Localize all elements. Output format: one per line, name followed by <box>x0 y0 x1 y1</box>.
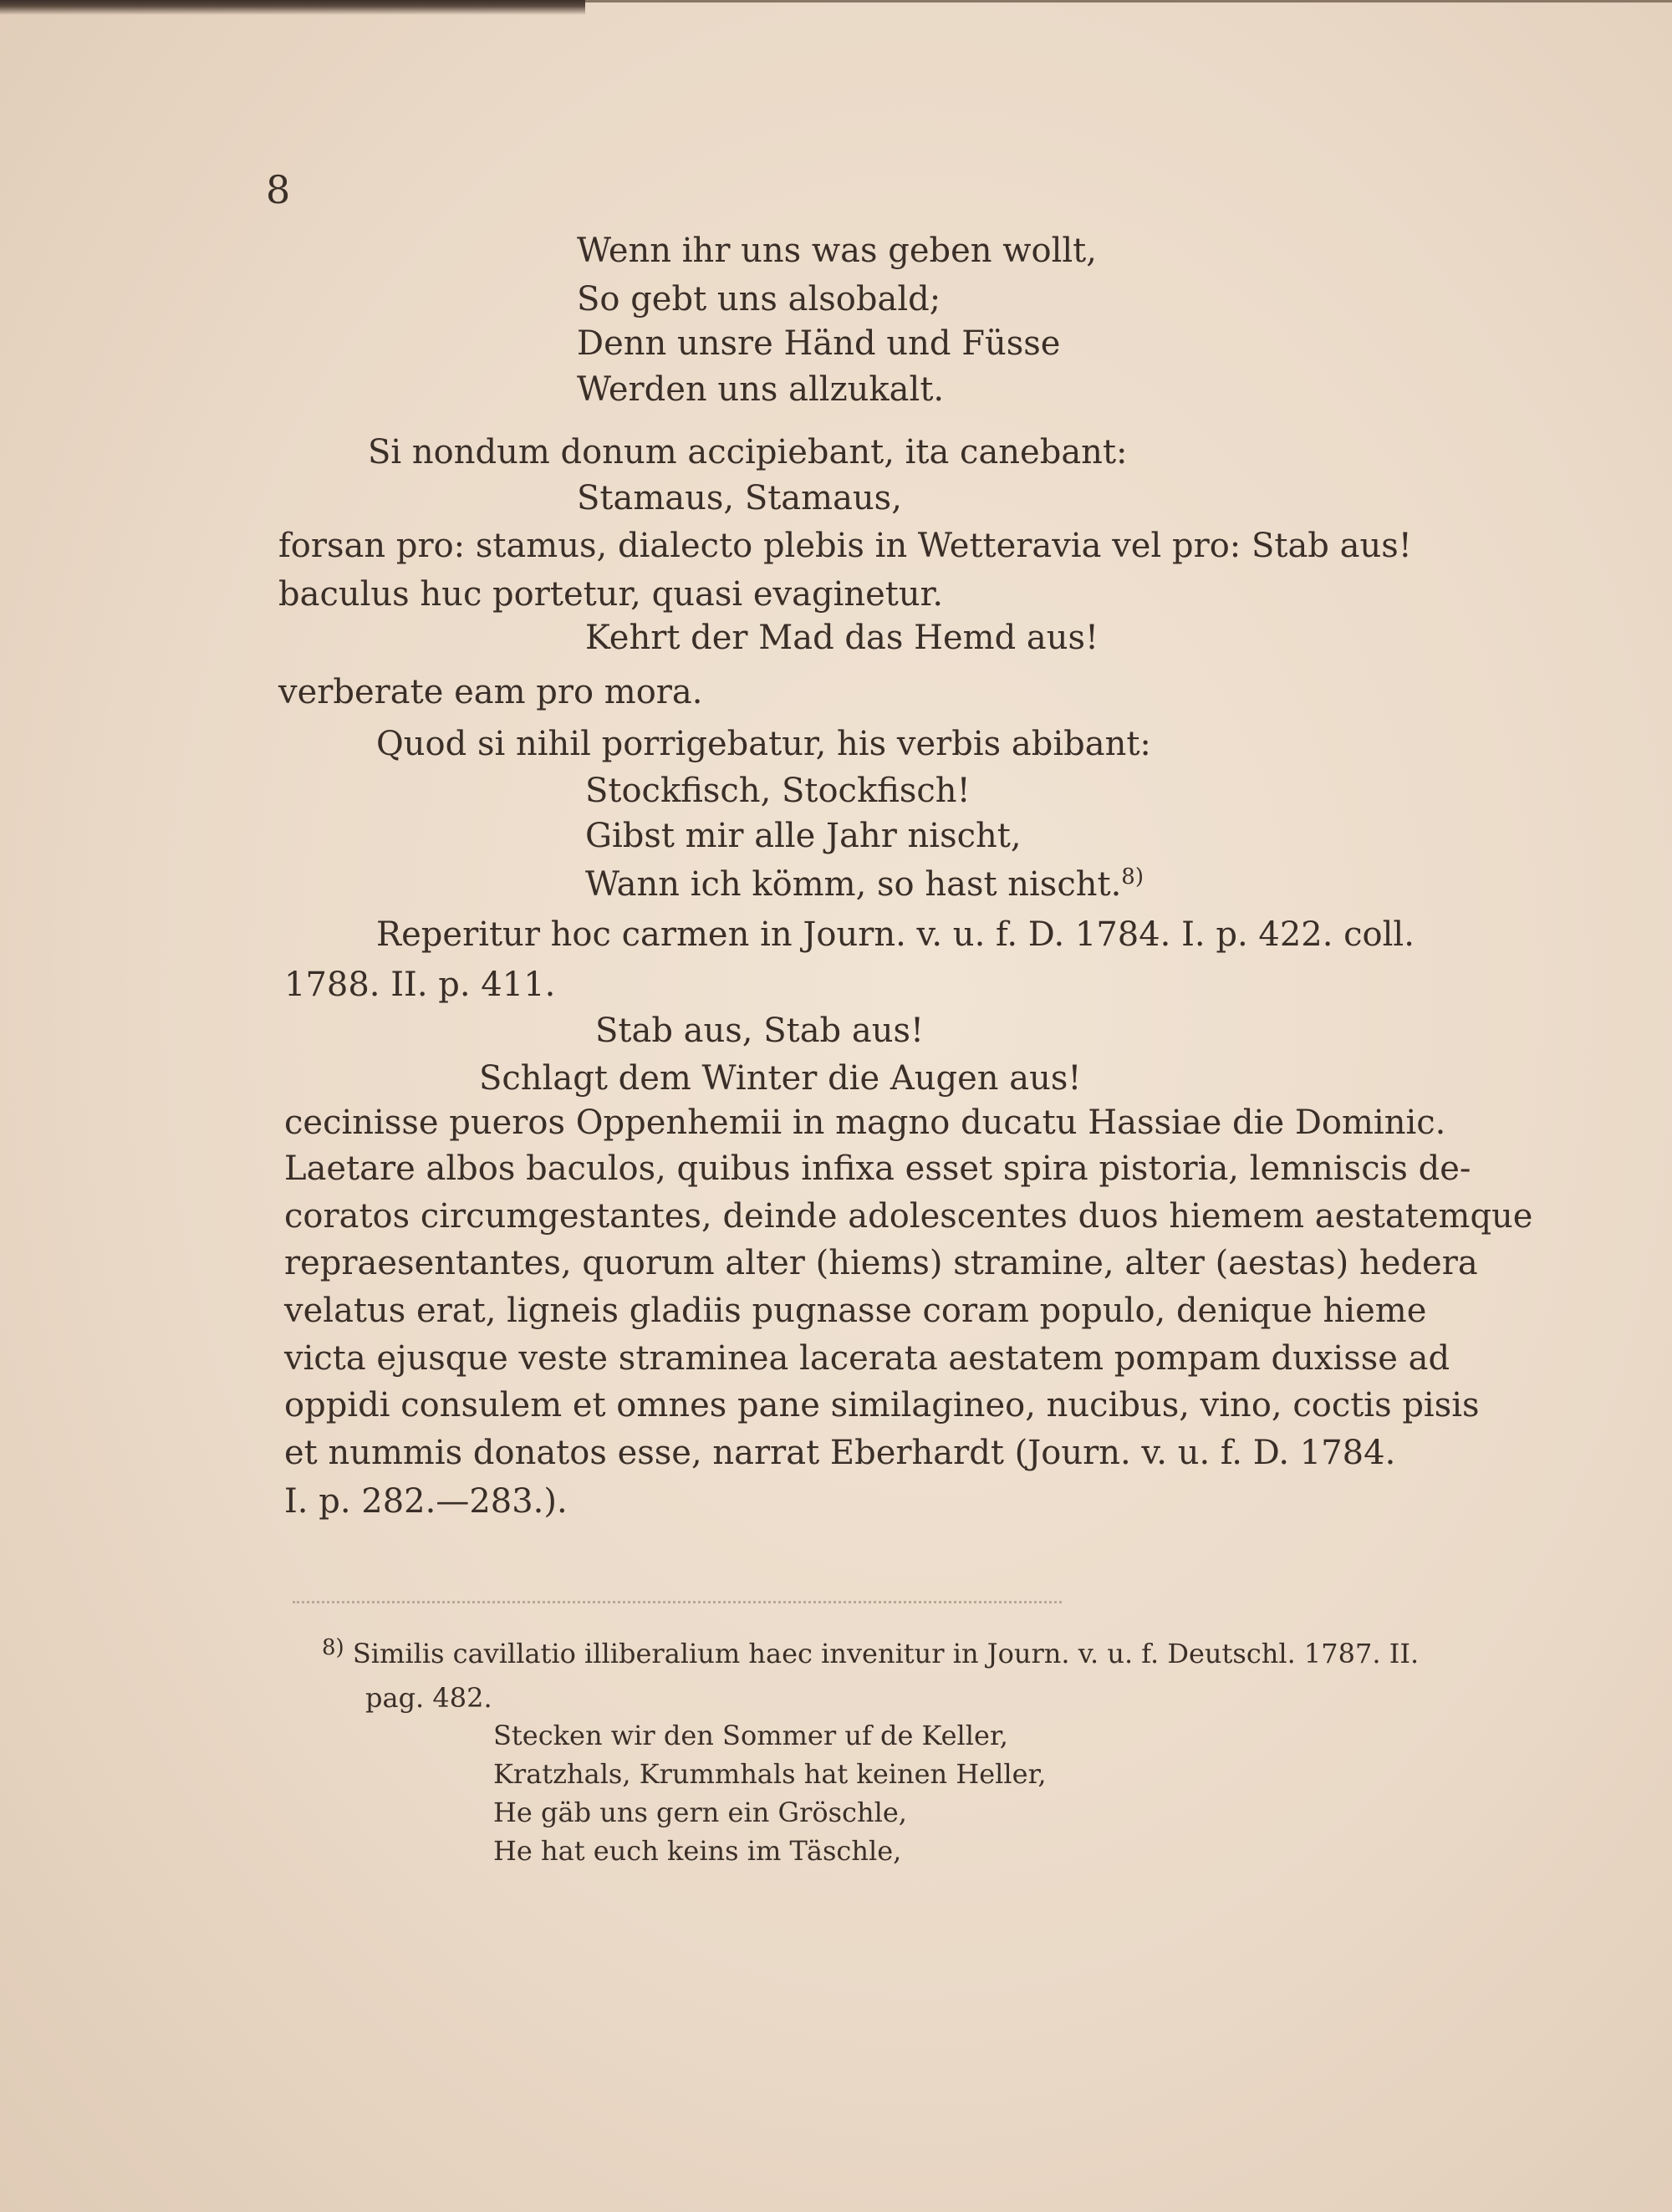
text-line: Quod si nihil porrigebatur, his verbis abibant: <box>376 725 1151 763</box>
footnote-text-1: Similis cavillatio illiberalium haec invenitur in Journ. v. u. f. Deutschl. 1787. II. <box>352 1638 1420 1669</box>
text-line: Stamaus, Stamaus, <box>577 479 902 517</box>
text-line: forsan pro: stamus, dialecto plebis in Wetteravia vel pro: Stab aus! <box>278 527 1412 565</box>
text-line: baculus huc portetur, quasi evaginetur. <box>278 575 944 614</box>
text-line: Wann ich kömm, so hast nischt.$^{8)}$ <box>585 864 1144 904</box>
text-line: velatus erat, ligneis gladiis pugnasse coram populo, denique hieme <box>284 1292 1427 1330</box>
text-line: Gibst mir alle Jahr nischt, <box>585 817 1022 855</box>
footnote-reference[interactable]: 8) <box>1121 864 1144 889</box>
text-line: et nummis donatos esse, narrat Eberhardt (Journ. v. u. f. D. 1784. <box>284 1434 1396 1472</box>
text-line: Werden uns allzukalt. <box>577 370 945 409</box>
text-line: Denn unsre Händ und Füsse <box>577 324 1061 363</box>
text-line: verberate eam pro mora. <box>278 673 703 711</box>
text-line: So gebt uns alsobald; <box>577 280 941 319</box>
footnote-verse-1: Stecken wir den Sommer uf de Keller, <box>493 1720 1008 1751</box>
text-line: victa ejusque veste straminea lacerata aestatem pompam duxisse ad <box>284 1339 1450 1378</box>
footnote-line-1 <box>322 1637 1419 1667</box>
text-line: Stockfisch, Stockfisch! <box>585 772 971 810</box>
text-line: Schlagt dem Winter die Augen aus! <box>479 1059 1082 1098</box>
text-line: 1788. II. p. 411. <box>284 966 556 1004</box>
footnote-marker: 8) <box>322 1635 344 1660</box>
binding-shadow <box>0 0 585 15</box>
footnote-verse-4: He hat euch keins im Täschle, <box>493 1835 902 1867</box>
text-line: Kehrt der Mad das Hemd aus! <box>585 619 1099 657</box>
text-line: cecinisse pueros Oppenhemii in magno ducatu Hassiae die Dominic. <box>284 1103 1446 1142</box>
text-line: oppidi consulem et omnes pane similagineo, nucibus, vino, coctis pisis <box>284 1386 1480 1425</box>
footnote-verse-3: He gäb uns gern ein Gröschle, <box>493 1797 907 1828</box>
text-line: Laetare albos baculos, quibus infixa esset spira pistoria, lemniscis de- <box>284 1149 1471 1188</box>
footnote-line-2: pag. 482. <box>365 1682 492 1714</box>
text-line: Stab aus, Stab aus! <box>595 1012 925 1050</box>
footnote-separator <box>293 1601 1062 1603</box>
text-line: Reperitur hoc carmen in Journ. v. u. f. D. 1784. I. p. 422. coll. <box>376 915 1415 954</box>
text-line: coratos circumgestantes, deinde adolescentes duos hiemem aestatemque <box>284 1197 1533 1236</box>
footnote-verse-2: Kratzhals, Krummhals hat keinen Heller, <box>493 1758 1047 1790</box>
text-line: I. p. 282.—283.). <box>284 1482 568 1521</box>
text-line: Wenn ihr uns was geben wollt, <box>577 232 1097 270</box>
text-line: Si nondum donum accipiebant, ita canebant: <box>368 433 1128 471</box>
text-line: repraesentantes, quorum alter (hiems) stramine, alter (aestas) hedera <box>284 1244 1478 1282</box>
page-number: 8 <box>266 167 291 212</box>
